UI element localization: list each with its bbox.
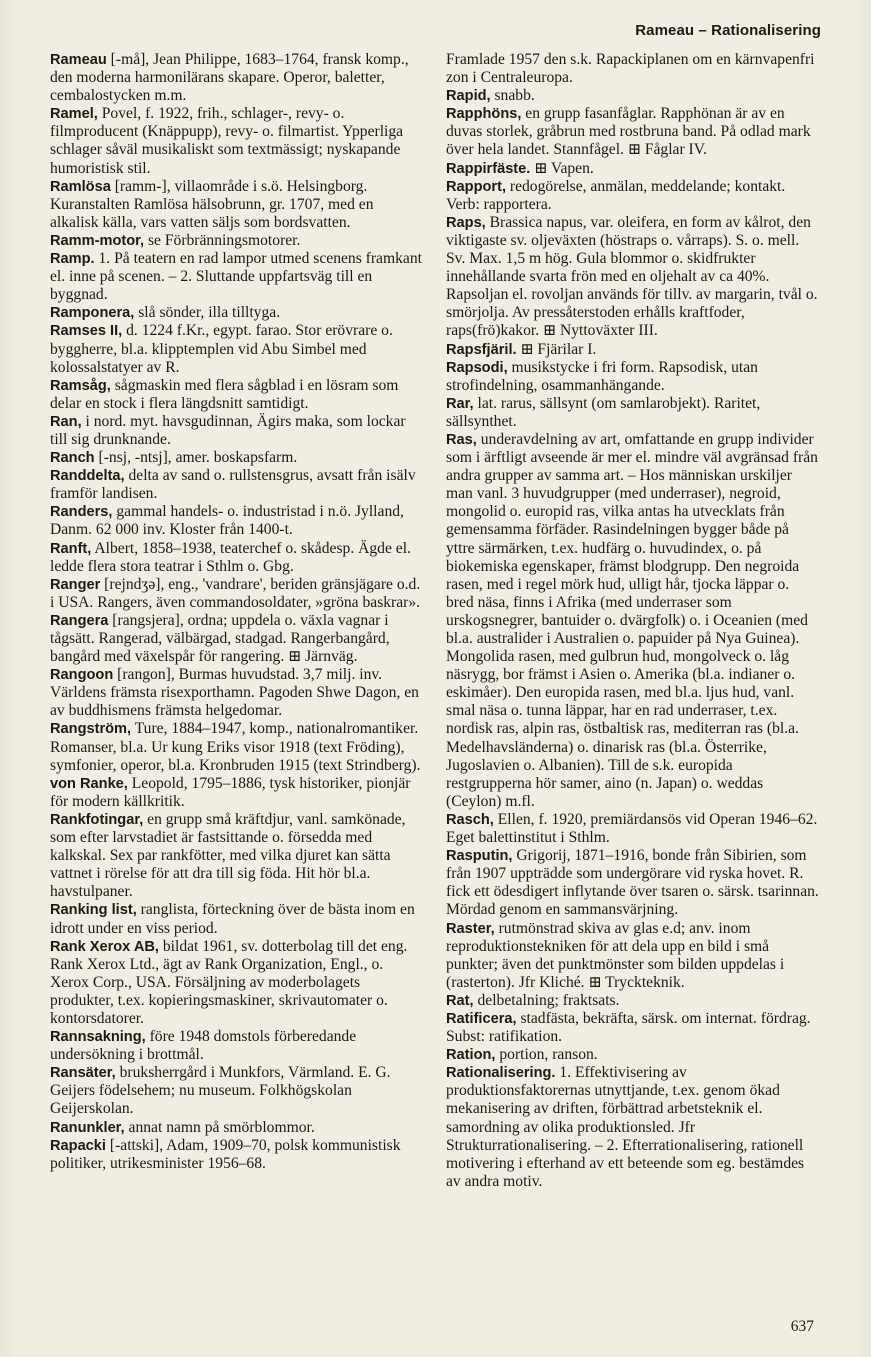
entry-ranch bbox=[50, 449, 422, 467]
headword: Rationalisering. bbox=[446, 1065, 556, 1082]
entry-ramel bbox=[50, 105, 422, 177]
entry-rankfotingar bbox=[50, 811, 422, 901]
definition: 1. På teatern en rad lampor utmed scenens framkant el. inne på scenen. – 2. Sluttande uppfartsväg till en byggnad. bbox=[50, 250, 422, 304]
entry-ransäter bbox=[50, 1064, 422, 1118]
definition: annat namn på smörblommor. bbox=[124, 1118, 315, 1136]
headword: Raster, bbox=[446, 920, 495, 937]
entry-ration bbox=[446, 1046, 820, 1064]
definition: d. 1224 f.Kr., egypt. farao. Stor erövrare o. byggherre, bl.a. klipptemplen vid Abu Simbel med kolossalstatyer av R. bbox=[50, 322, 393, 376]
entry-rapacki bbox=[50, 1137, 422, 1173]
right-column bbox=[446, 51, 820, 1191]
headword: Ratificera, bbox=[446, 1010, 517, 1027]
entry-ras bbox=[446, 431, 820, 811]
entry-ranft bbox=[50, 540, 422, 576]
headword: Rank Xerox AB, bbox=[50, 938, 159, 955]
headword: Rangoon bbox=[50, 667, 114, 684]
entry-raps bbox=[446, 214, 820, 341]
headword: Ranft, bbox=[50, 540, 92, 557]
headword: Rapport, bbox=[446, 178, 506, 195]
headword: Rappirfäste. bbox=[446, 160, 531, 177]
entry-rank-xerox-ab bbox=[50, 938, 422, 1028]
headword: Ranch bbox=[50, 450, 95, 467]
entry-rappirfäste bbox=[446, 160, 820, 178]
definition: 1. Effektivisering av produktionsfaktorernas utnyttjande, t.ex. genom ökad mekanisering av driften, förbättrad arbetsteknik el. samordning av olika produktionsled. Jfr Strukturrationalisering. – 2. Efterrationalisering, rationell motivering i efterhand av ett beteende som eg. bestämdes av andra motiv. bbox=[446, 1064, 805, 1190]
definition: en grupp fasanfåglar. Rapphönan är av en duvas storlek, gråbrun med rostbruna band. På odlad mark över hela landet. Stannfågel. ⊞ Fåglar IV. bbox=[446, 105, 811, 159]
definition: underavdelning av art, omfattande en grupp individer som i ärftligt avseende är mer el. mindre väl avgränsad från andra grupper av samma art. – Hos människan urskiljer man vanl. 3 huvudgrupper (med underraser), negroid, mongolid o. europid ras, vilka antas ha utvecklats från gemensamma förfäder. Rasindelningen bygger både på yttre särmärken, t.ex. hudfärg o. huvudindex, o. på biokemiska egenskaper, främst blodgrupp. Den negroida rasen, med i regel mörk hud, ulligt hår, tjocka läppar o. bred näsa, finns i Afrika (med underraser som urskogsnegrer, bantuider o. dvärgfolk) o. i Oceanien (med bl.a. australider i Australien o. papuider på Nya Guinea). Mongolida rasen, med gulbrun hud, mongolveck o. låg näsrygg, bor främst i Asien o. Amerika (bl.a. indianer o. eskimåer). Den europida rasen, med bl.a. ljus hud, vanl. smal näsa o. tunna läppar, har en rad underraser, t.ex. nordisk ras, alpin ras, östbaltisk ras, mediterran ras (bl.a. Medelhavsländerna) o. dinarisk ras (bl.a. Österrike, Jugoslavien o. Albanien). Till de s.k. europida restgrupperna hör samer, aino (n. Japan) o. weddas (Ceylon) m.fl. bbox=[446, 430, 818, 810]
entry-rangström bbox=[50, 720, 422, 774]
headword: Rangström, bbox=[50, 721, 132, 738]
entry-ratificera bbox=[446, 1010, 820, 1046]
entry-ramp bbox=[50, 250, 422, 304]
entry-continuation bbox=[446, 51, 820, 87]
definition: ranglista, förteckning över de bästa inom en idrott under en viss period. bbox=[50, 901, 415, 937]
definition: lat. rarus, sällsynt (om samlarobjekt). Raritet, sällsynthet. bbox=[446, 394, 761, 430]
definition: i nord. myt. havsgudinnan, Ägirs maka, som lockar till sig drunknande. bbox=[50, 412, 406, 448]
headword: Ramsåg, bbox=[50, 377, 111, 394]
entry-rapsodi bbox=[446, 359, 820, 395]
headword: Rangera bbox=[50, 612, 109, 629]
entry-ranunkler bbox=[50, 1119, 422, 1137]
entry-ranking-list bbox=[50, 901, 422, 937]
definition: redogörelse, anmälan, meddelande; kontakt. Verb: rapportera. bbox=[446, 177, 786, 213]
entry-rannsakning bbox=[50, 1028, 422, 1064]
headword: Rapsfjäril. bbox=[446, 341, 517, 358]
definition: se Förbränningsmotorer. bbox=[144, 231, 301, 249]
entry-rapport bbox=[446, 178, 820, 214]
headword: Rameau bbox=[50, 52, 107, 68]
entry-rat bbox=[446, 992, 820, 1010]
entry-randers bbox=[50, 503, 422, 539]
definition: före 1948 domstols förberedande undersökning i brottmål. bbox=[50, 1028, 357, 1064]
definition: ⊞ Vapen. bbox=[530, 159, 594, 177]
headword: Ramses II, bbox=[50, 323, 123, 340]
headword: von Ranke, bbox=[50, 775, 128, 792]
definition: slå sönder, illa tilltyga. bbox=[134, 304, 281, 322]
left-column bbox=[50, 51, 422, 1173]
entry-ramlösa bbox=[50, 178, 422, 232]
headword: Rapphöns, bbox=[446, 106, 522, 123]
headword: Rapsodi, bbox=[446, 359, 508, 376]
definition: Ellen, f. 1920, premiärdansös vid Operan 1946–62. Eget balettinstitut i Sthlm. bbox=[446, 810, 818, 847]
headword: Ramponera, bbox=[50, 305, 135, 322]
entry-ramsåg bbox=[50, 377, 422, 413]
entry-rapid bbox=[446, 87, 820, 105]
headword: Rannsakning, bbox=[50, 1029, 146, 1046]
headword: Rapid, bbox=[446, 88, 491, 105]
headword: Randers, bbox=[50, 504, 113, 521]
entry-ramm-motor bbox=[50, 232, 422, 250]
page-shadow-right bbox=[855, 0, 871, 1357]
definition: Grigorij, 1871–1916, bonde från Sibirien, som från 1907 uppträdde som undergörare vid ryska hovet. R. fick ett ödesdigert inflytande över tsaren o. särsk. tsarinnan. Mördad genom en sammansvärjning. bbox=[446, 847, 819, 919]
definition: stadfästa, bekräfta, särsk. om internat. fördrag. Subst: ratifikation. bbox=[446, 1009, 811, 1046]
headword: Rankfotingar, bbox=[50, 811, 144, 828]
headword: Ramp. bbox=[50, 251, 95, 268]
entry-von-ranke bbox=[50, 775, 422, 811]
definition: Ture, 1884–1947, komp., nationalromantiker. Romanser, bl.a. Ur kung Eriks visor 1918 (text Fröding), symfonier, operor, bl.a. Kronbruden 1915 (text Strindberg). bbox=[50, 720, 421, 774]
headword: Ras, bbox=[446, 431, 477, 448]
entry-rameau bbox=[50, 51, 422, 105]
definition: gammal handels- o. industristad i n.ö. Jylland, Danm. 62 000 inv. Kloster från 1400-t. bbox=[50, 503, 404, 539]
headword: Rat, bbox=[446, 992, 474, 1009]
headword: Raps, bbox=[446, 214, 486, 231]
definition: Albert, 1858–1938, teaterchef o. skådesp. Ägde el. ledde flera stora teatrar i Sthlm o. Gbg. bbox=[50, 539, 411, 575]
entry-rangera bbox=[50, 612, 422, 666]
headword: Ramel, bbox=[50, 106, 98, 123]
definition: bildat 1961, sv. dotterbolag till det eng. Rank Xerox Ltd., ägt av Rank Organization, Engl., o. Xerox Corp., USA. Försäljning av moderbolagets produkter, t.ex. kopieringsmaskiner, skrivautomater o. kontorsdatorer. bbox=[50, 937, 408, 1027]
definition: ⊞ Fjärilar I. bbox=[516, 340, 597, 358]
definition: snabb. bbox=[490, 87, 535, 105]
headword: Ranking list, bbox=[50, 902, 137, 919]
headword: Ranger bbox=[50, 576, 101, 593]
definition: bruksherrgård i Munkfors, Värmland. E. G. Geijers födelsehem; nu museum. Folkhögskolan Geijerskolan. bbox=[50, 1064, 391, 1118]
entry-rationalisering bbox=[446, 1064, 820, 1191]
definition: [rangon], Burmas huvudstad. 3,7 milj. inv. Världens främsta risexporthamn. Pagoden Shwe Dagon, en av buddhismens främsta helgedomar. bbox=[50, 666, 419, 720]
entry-rasch bbox=[446, 811, 820, 847]
definition: [-nsj, -ntsj], amer. boskapsfarm. bbox=[94, 449, 298, 467]
definition: Leopold, 1795–1886, tysk historiker, pionjär för modern källkritik. bbox=[50, 774, 411, 810]
entry-rangoon bbox=[50, 666, 422, 720]
headword: Ransäter, bbox=[50, 1065, 116, 1082]
definition: delta av sand o. rullstensgrus, avsatt från isälv framför landisen. bbox=[50, 467, 416, 503]
definition: sågmaskin med flera sågblad i en lösram som delar en stock i flera längdsnitt samtidigt. bbox=[50, 376, 399, 412]
headword: Ration, bbox=[446, 1047, 496, 1064]
definition: [-må], Jean Philippe, 1683–1764, fransk komp., den moderna harmonilärans skapare. Operor, baletter, cembalostycken m.m. bbox=[50, 51, 409, 105]
entry-rapsfjäril bbox=[446, 341, 820, 359]
entry-ran bbox=[50, 413, 422, 449]
definition: portion, ranson. bbox=[495, 1046, 598, 1064]
entry-ramponera bbox=[50, 304, 422, 322]
entry-raster bbox=[446, 920, 820, 992]
entry-rar bbox=[446, 395, 820, 431]
entry-ranger bbox=[50, 576, 422, 612]
definition: [ramm-], villaområde i s.ö. Helsingborg. Kuranstalten Ramlösa hälsobrunn, gr. 1707, med en alkalisk källa, vars vatten säljs som bordsvatten. bbox=[50, 177, 374, 231]
definition: [rejndʒə], eng., 'vandrare', beriden gränsjägare o.d. i USA. Rangers, även commandosoldater, »gröna baskrar». bbox=[50, 575, 421, 611]
headword: Ramm-motor, bbox=[50, 232, 145, 249]
definition: en grupp små kräftdjur, vanl. samkönade, som efter larvstadiet är fastsittande o. försedda med kalkskal. Sex par rankfötter, med vilka djuret kan sätta vattnet i rörelse för att dra till sig föda. Hit hör bl.a. havstulpaner. bbox=[50, 810, 406, 901]
definition: [-attski], Adam, 1909–70, polsk kommunistisk politiker, utrikesminister 1956–68. bbox=[50, 1136, 401, 1172]
definition: rutmönstrad skiva av glas e.d; anv. inom reproduktionstekniken för att dela upp en bild i små punkter; även det punktmönster som bilden uppdelas i (rasterton). Jfr Kliché. ⊞ Tryckteknik. bbox=[446, 919, 785, 991]
headword: Ramlösa bbox=[50, 178, 111, 195]
headword: Rasputin, bbox=[446, 848, 513, 865]
entry-ramses-ii bbox=[50, 322, 422, 376]
definition: [rangsjera], ordna; uppdela o. växla vagnar i tågsätt. Rangerad, välbärgad, stadgad. Rangerbangård, bangård med växelspår för rangering. ⊞ Järnväg. bbox=[50, 611, 390, 666]
entry-rasputin bbox=[446, 847, 820, 919]
entry-randdelta bbox=[50, 467, 422, 503]
definition: musikstycke i fri form. Rapsodisk, utan strofindelning, osammanhängande. bbox=[446, 358, 758, 394]
headword: Randdelta, bbox=[50, 468, 125, 485]
headword: Rapacki bbox=[50, 1137, 106, 1154]
headword: Ranunkler, bbox=[50, 1119, 125, 1136]
running-head: Rameau – Rationalisering bbox=[635, 22, 821, 39]
headword: Ran, bbox=[50, 413, 82, 430]
page-number: 637 bbox=[790, 1318, 814, 1335]
page-shadow-left bbox=[0, 0, 16, 1357]
headword: Rar, bbox=[446, 395, 474, 412]
definition: Brassica napus, var. oleifera, en form av kålrot, den viktigaste sv. oljeväxten (höstraps o. vårraps). S. o. mell. Sv. Max. 1,5 m hög. Gula blommor o. skidfrukter innehållande svarta frön med en oljehalt av ca 40%. Rapsoljan el. rovoljan används för tillv. av margarin, tvål o. smörjolja. Av pressåterstoden erhålls kraftfoder, raps(frö)kakor. ⊞ Nyttoväxter III. bbox=[446, 213, 818, 340]
entry-rapphöns bbox=[446, 105, 820, 159]
definition: Framlade 1957 den s.k. Rapackiplanen om en kärnvapenfri zon i Centraleuropa. bbox=[446, 51, 815, 87]
headword: Rasch, bbox=[446, 811, 494, 828]
definition: delbetalning; fraktsats. bbox=[473, 991, 620, 1009]
definition: Povel, f. 1922, frih., schlager-, revy- o. filmproducent (Knäppupp), revy- o. filmartist. Ypperliga schlager såväl musikaliskt som textmässigt; nyskapande humoristisk stil. bbox=[50, 105, 404, 177]
